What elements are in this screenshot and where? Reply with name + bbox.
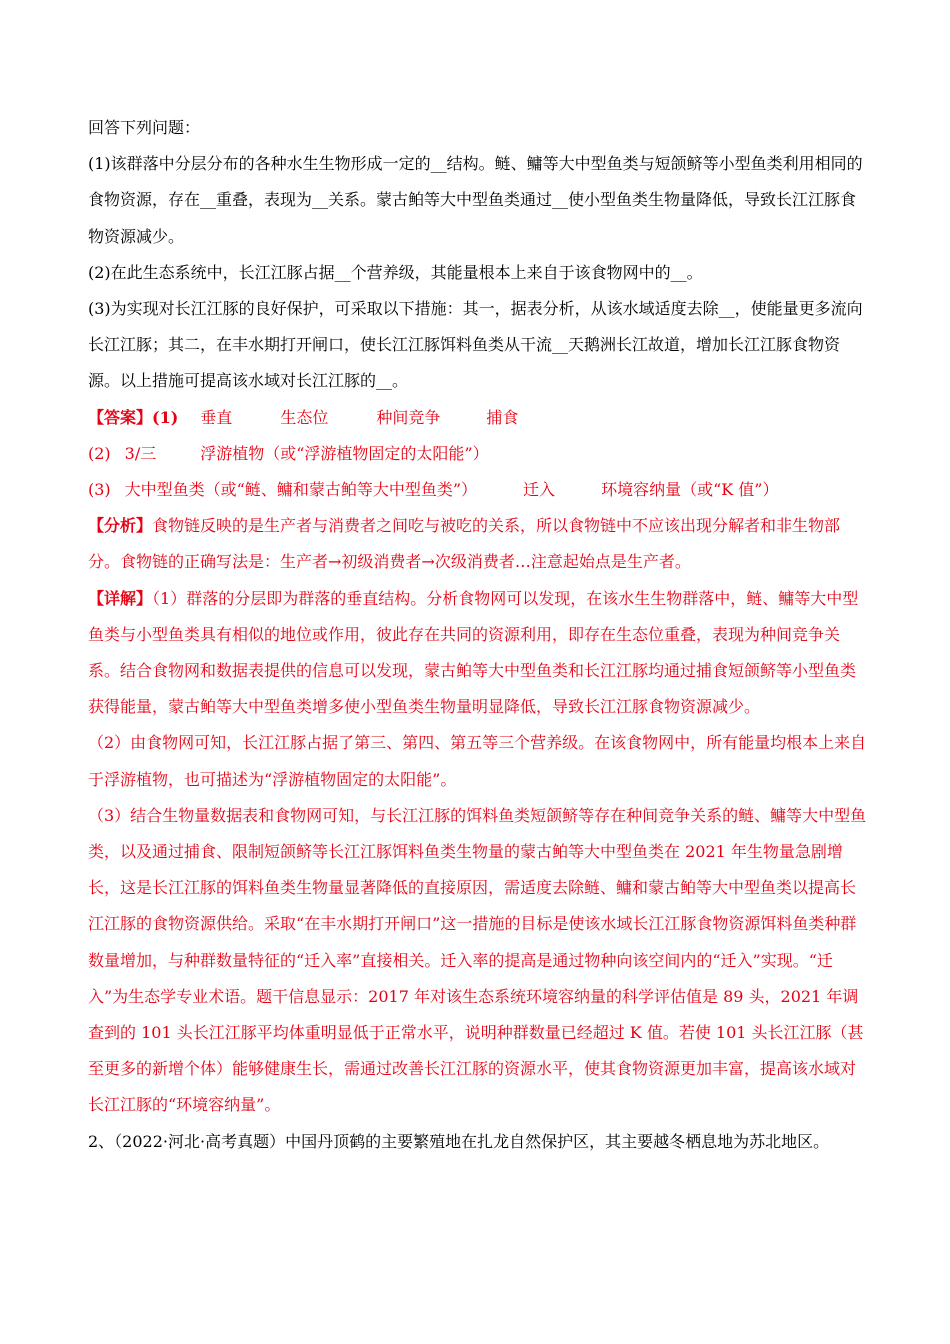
question-1: (1)该群落中分层分布的各种水生生物形成一定的__结构。鲢、鳙等大中型鱼类与短颌鲚等小型鱼类利用相同的食物资源，存在__重叠，表现为__关系。蒙古鲌等大中型鱼类通过__使小型鱼类生物量降低，导致长江江豚食物资源减少。 — [88, 154, 863, 246]
answer-line-3 — [88, 472, 868, 508]
analysis-paragraph — [88, 508, 868, 580]
answer-line-1 — [88, 400, 868, 436]
answer-1-item-2: 生态位 — [280, 407, 329, 427]
answer-3-item-1: 大中型鱼类（或“鲢、鳙和蒙古鲌等大中型鱼类”） — [124, 480, 478, 500]
detail-paragraph-3: （3）结合生物量数据表和食物网可知，与长江江豚的饵料鱼类短颌鲚等存在种间竞争关系的鲢、鳙等大中型鱼类，以及通过捕食、限制短颌鲚等长江江豚饵料鱼类生物量的蒙古鲌等大中型鱼类在 2021 年生物量急剧增长，这是长江江豚的饵料鱼类生物量显著降低的直接原因，需适度去除鲢、鳙和蒙古鲌等大中型鱼类以提高长江江豚的食物资源供给。采取“在丰水期打开闸口”这一措施的目标是使该水域长江江豚食物资源饵料鱼类种群数量增加，与种群数量特征的“迁入率”直接相关。迁入率的提高是通过物种向该空间内的“迁入”实现。“迁入”为生态学专业术语。题干信息显示：2017 年对该生态系统环境容纳量的科学评估值是 89 头，2021 年调查到的 101 头长江江豚平均体重明显低于正常水平，说明种群数量已经超过 K 值。若使 101 头长江江豚（甚至更多的新增个体）能够健康生长，需通过改善长江江豚的资源水平，使其食物资源更加丰富，提高该水域对长江江豚的“环境容纳量”。 — [88, 805, 867, 1115]
answer-1-item-3: 种间竞争 — [376, 407, 441, 427]
answer-1-item-1: 垂直 — [200, 407, 233, 427]
next-question: 2、（2022·河北·高考真题）中国丹顶鹤的主要繁殖地在扎龙自然保护区，其主要越冬栖息地为苏北地区。 — [88, 1131, 830, 1151]
detail-paragraph-2: （2）由食物网可知，长江江豚占据了第三、第四、第五等三个营养级。在该食物网中，所有能量均根本上来自于浮游植物，也可描述为“浮游植物固定的太阳能”。 — [88, 733, 867, 789]
answer-3-number: (3) — [88, 480, 111, 500]
answer-1-number: (1) — [152, 407, 179, 427]
answer-line-2 — [88, 436, 868, 472]
answer-2-item-2: 浮游植物（或“浮游植物固定的太阳能”） — [200, 443, 489, 463]
answer-3-item-3: 环境容纳量（或“K 值”） — [601, 480, 779, 500]
question-2: (2)在此生态系统中，长江江豚占据__个营养级，其能量根本上来自于该食物网中的__。 — [88, 262, 703, 282]
answer-2-item-1: 3/三 — [124, 443, 157, 463]
detail-text-1: （1）群落的分层即为群落的垂直结构。分析食物网可以发现，在该水生生物群落中，鲢、鳙等大中型鱼类与小型鱼类具有相似的地位或作用，彼此存在共同的资源利用，即存在生态位重叠，表现为种间竞争关系。结合食物网和数据表提供的信息可以发现，蒙古鲌等大中型鱼类和长江江豚均通过捕食短颌鲚等小型鱼类获得能量，蒙古鲌等大中型鱼类增多使小型鱼类生物量明显降低，导致长江江豚食物资源减少。 — [88, 588, 859, 717]
detail-tag: 【详解】 — [88, 588, 153, 608]
question-3: (3)为实现对长江江豚的良好保护，可采取以下措施：其一，据表分析，从该水域适度去除__，使能量更多流向长江江豚；其二，在丰水期打开闸口，使长江江豚饵料鱼类从干流__天鹅洲长江故道，增加长江江豚食物资源。以上措施可提高该水域对长江江豚的__。 — [88, 299, 863, 391]
analysis-text: 食物链反映的是生产者与消费者之间吃与被吃的关系，所以食物链中不应该出现分解者和非生物部分。食物链的正确写法是：生产者→初级消费者→次级消费者…注意起始点是生产者。 — [88, 516, 841, 572]
intro-text: 回答下列问题： — [88, 118, 201, 137]
answer-tag: 【答案】 — [88, 407, 153, 427]
answer-1-item-4: 捕食 — [486, 407, 519, 427]
analysis-tag: 【分析】 — [88, 516, 153, 536]
answer-2-number: (2) — [88, 443, 111, 463]
answer-3-item-2: 迁入 — [523, 480, 556, 500]
content-column — [88, 110, 868, 1160]
detail-paragraph-1 — [88, 581, 868, 726]
